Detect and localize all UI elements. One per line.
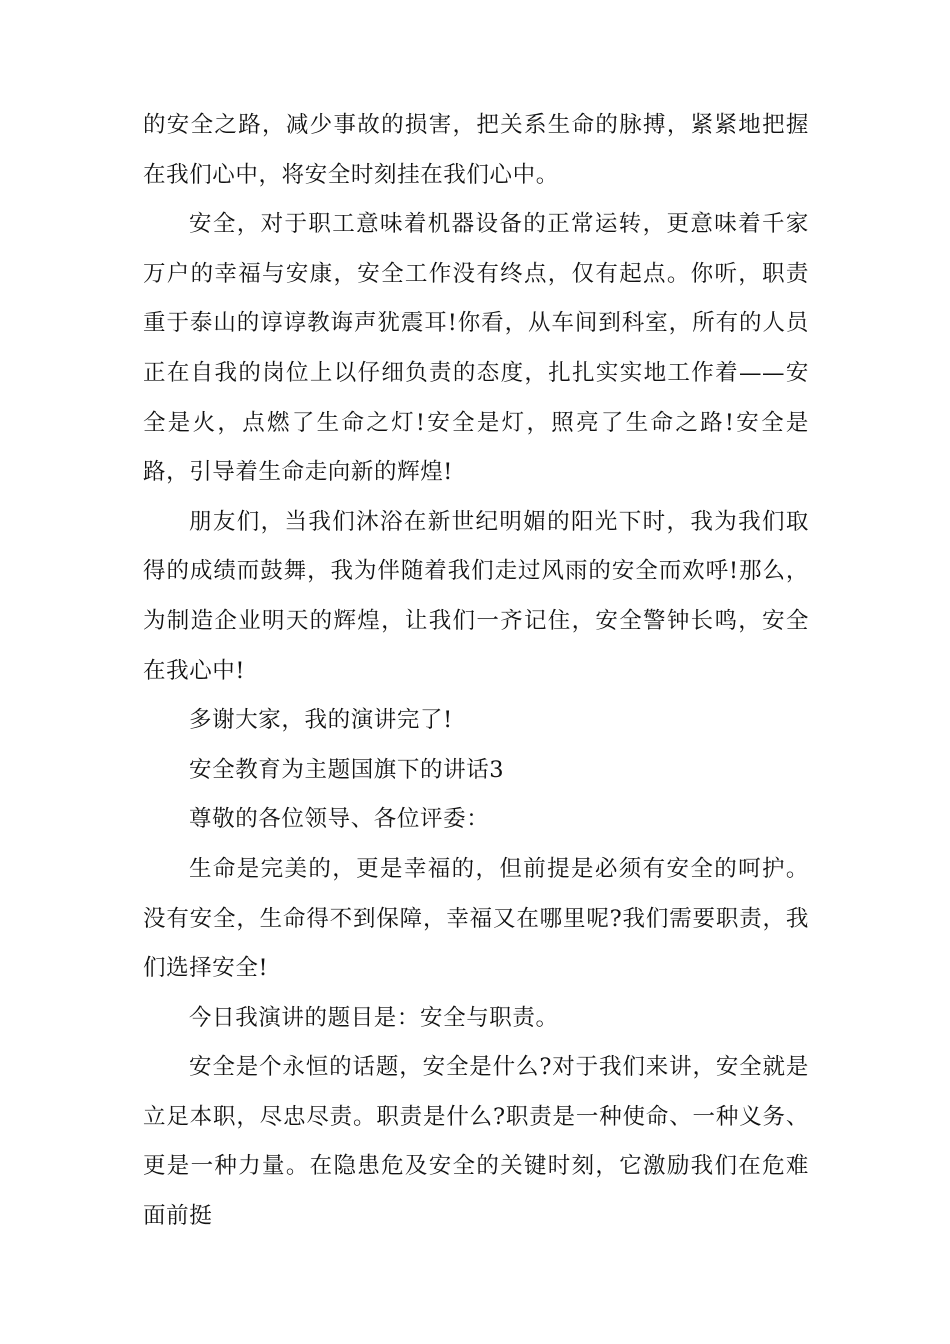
document-body bbox=[143, 101, 809, 1242]
paragraph-2: 安全，对于职工意味着机器设备的正常运转，更意味着千家万户的幸福与安康，安全工作没有终点，仅有起点。你听，职责重于泰山的谆谆教诲声犹震耳!你看，从车间到科室，所有的人员正在自我的岗位上以仔细负责的态度，扎扎实实地工作着——安全是火，点燃了生命之灯!安全是灯，照亮了生命之路!安全是路，引导着生命走向新的辉煌! bbox=[143, 211, 809, 486]
paragraph-9: 安全是个永恒的话题，安全是什么?对于我们来讲，安全就是立足本职，尽忠尽责。职责是什么?职责是一种使命、一种义务、更是一种力量。在隐患危及安全的关键时刻，它激励我们在危难面前挺 bbox=[143, 1054, 809, 1230]
paragraph-1: 的安全之路，减少事故的损害，把关系生命的脉搏，紧紧地把握在我们心中，将安全时刻挂在我们心中。 bbox=[143, 112, 809, 188]
paragraph-3: 朋友们，当我们沐浴在新世纪明媚的阳光下时，我为我们取得的成绩而鼓舞，我为伴随着我们走过风雨的安全而欢呼!那么，为制造企业明天的辉煌，让我们一齐记住，安全警钟长鸣，安全在我心中! bbox=[143, 508, 809, 684]
section-heading: 安全教育为主题国旗下的讲话3 bbox=[189, 756, 505, 783]
paragraph-4: 多谢大家，我的演讲完了! bbox=[189, 707, 453, 734]
paragraph-7: 生命是完美的，更是幸福的，但前提是必须有安全的呵护。没有安全，生命得不到保障，幸福又在哪里呢?我们需要职责，我们选择安全! bbox=[143, 855, 809, 982]
salutation: 尊敬的各位领导、各位评委： bbox=[189, 806, 490, 833]
paragraph-8: 今日我演讲的题目是：安全与职责。 bbox=[189, 1004, 559, 1031]
